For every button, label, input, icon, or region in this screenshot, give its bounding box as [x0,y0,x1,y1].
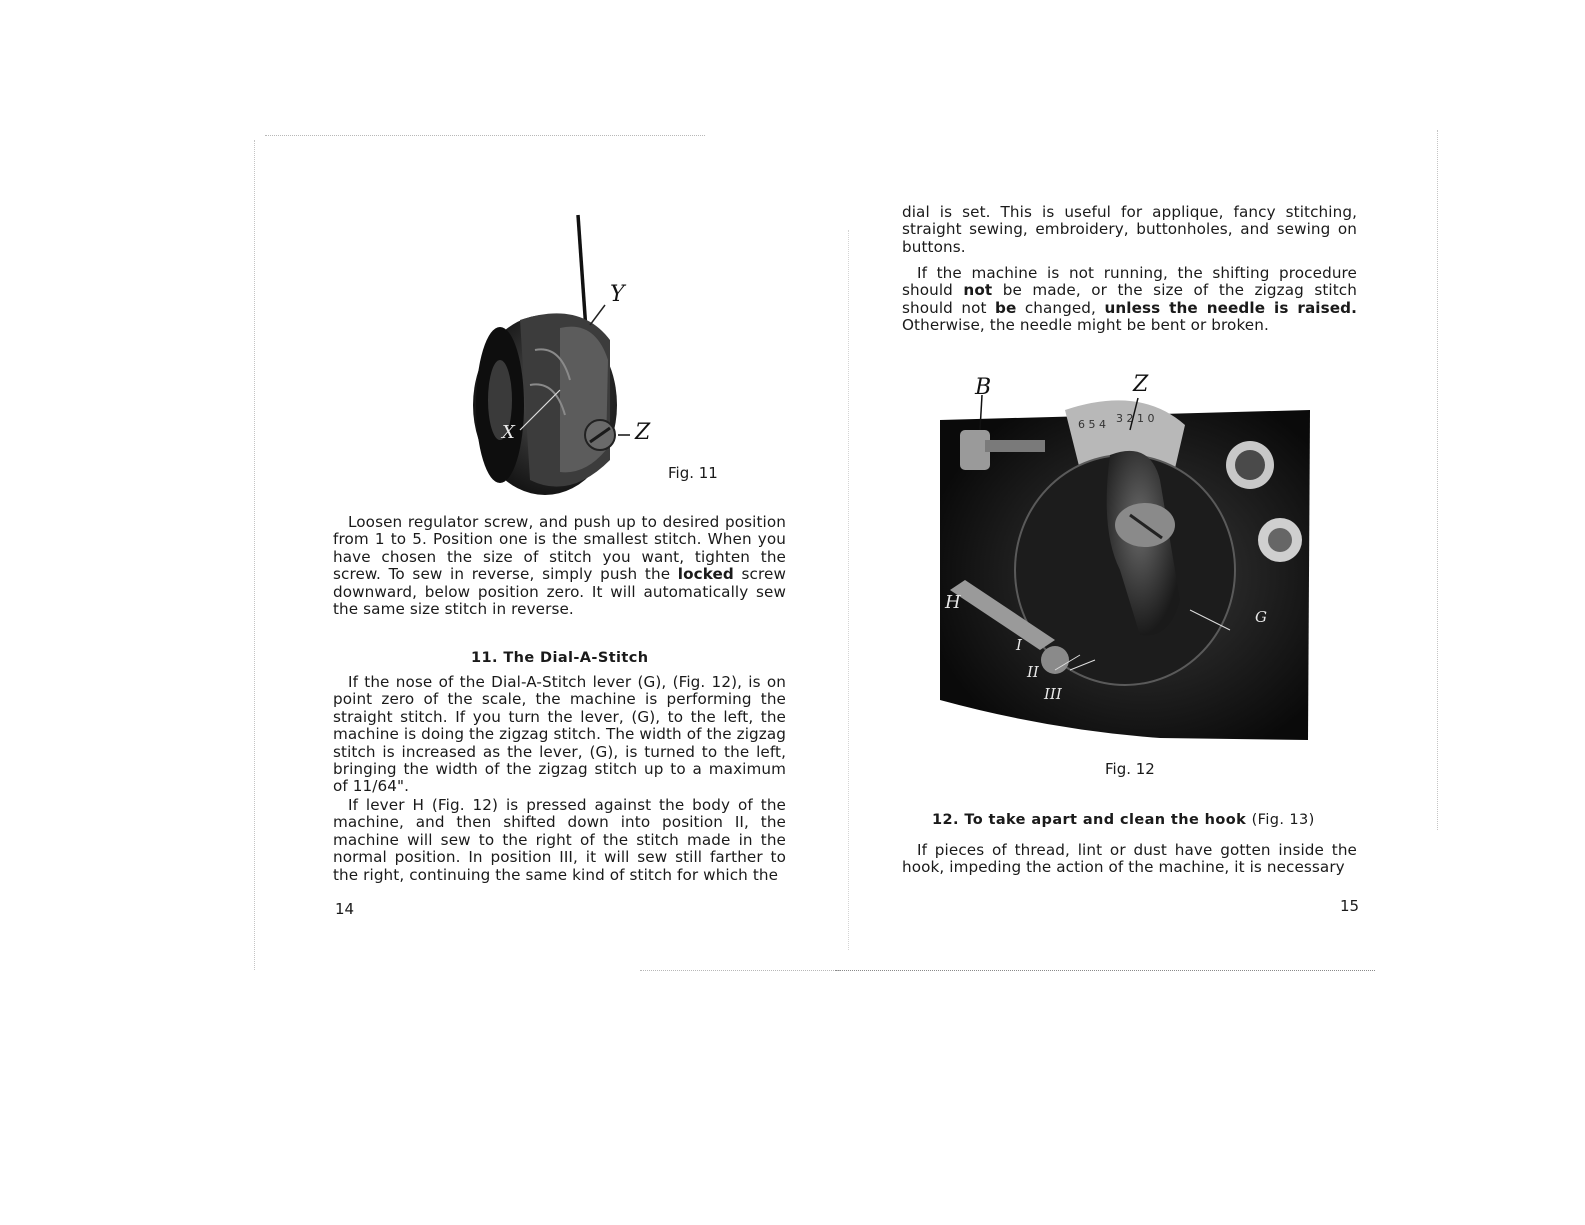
left-paragraph-3: If lever H (Fig. 12) is pressed against the body of the machine, and then shifted down into position II, the machine will sew to the right of the stitch made in the normal position. In position III, it will sew still farther to the right, continuing the same kind of stitch for which the [333,796,786,884]
right-paragraph-3: If pieces of thread, lint or dust have gotten inside the hook, impeding the action of the machine, it is necessary [902,841,1357,877]
right-paragraph-1: dial is set. This is useful for applique, fancy stitching, straight sewing, embroidery, buttonholes, and sewing on buttons. [902,203,1357,256]
left-paragraph-1 [333,514,786,618]
left-para1-text-b: screw downward, below position zero. It will automatically sew the same size stitch in reverse. [333,565,786,619]
section-12-heading-ref: (Fig. 13) [1251,812,1315,828]
right-para2-bold-raised: unless the needle is raised. [1104,298,1357,317]
right-paragraph-2 [902,265,1357,335]
right-page [860,0,1585,1225]
right-para2-bold-be: be [994,298,1017,317]
fig12-label-b: B [975,375,992,400]
left-page-number: 14 [335,900,355,918]
right-para2-text-b: be made, or the size of the zigzag stitch should not [902,281,1357,317]
section-12-heading-bold: 12. To take apart and clean the hook [932,812,1247,828]
fig11-label-z: Z [635,420,651,445]
fig12-label-z: Z [1133,372,1149,397]
fig11-caption: Fig. 11 [668,464,718,482]
regulator-assembly-photo [460,210,740,500]
fig12-caption: Fig. 12 [1105,760,1155,778]
right-para2-text-a: If the machine is not running, the shifting procedure should [902,264,1357,300]
fig12-label-g: G [1255,608,1267,626]
figure-12 [930,370,1320,780]
left-paragraph-2: If the nose of the Dial-A-Stitch lever (G), (Fig. 12), is on point zero of the scale, the machine is performing the straight stitch. If you turn the lever, (G), to the left, the machine is doing the zigzag stitch. The width of the zigzag stitch is increased as the lever, (G), is turned to the left, bringing the width of the zigzag stitch up to a maximum of 11/64". [333,673,786,796]
section-11-heading: 11. The Dial-A-Stitch [471,650,649,666]
left-para1-text-a: Loosen regulator screw, and push up to desired position from 1 to 5. Position one is the smallest stitch. When you have chosen the size of stitch you want, tighten the screw. To sew in reverse, simply push the [333,513,786,584]
svg-text:3 2 1 0: 3 2 1 0 [1116,412,1155,425]
right-para2-text-c: changed, [1024,298,1096,317]
fig12-label-ii: II [1027,663,1039,681]
right-para2-bold-not: not [963,281,993,300]
fig12-label-i: I [1016,636,1022,654]
right-para2-text-d: Otherwise, the needle might be bent or broken. [902,316,1269,335]
fig12-label-iii: III [1044,685,1062,703]
fig12-label-h: H [945,592,961,613]
figure-11 [460,210,740,500]
left-para1-bold: locked [677,565,734,584]
fig11-label-x: X [502,422,515,443]
svg-text:6 5 4: 6 5 4 [1078,418,1106,431]
right-page-number: 15 [1340,897,1360,915]
fig11-label-y: Y [610,282,625,307]
dial-a-stitch-photo [930,370,1320,740]
section-12-heading [932,812,1315,828]
